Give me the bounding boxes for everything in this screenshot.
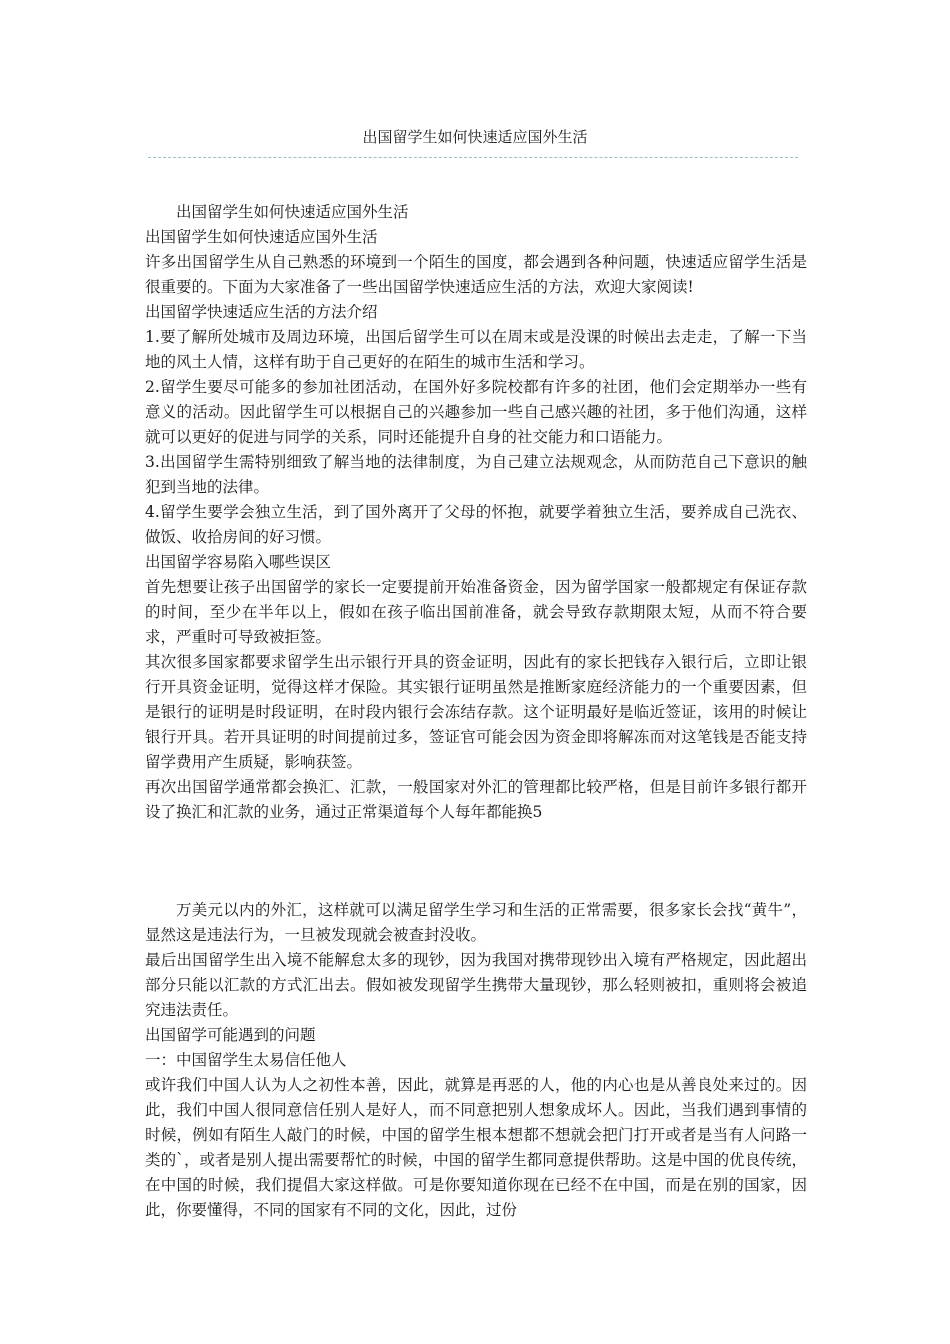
intro-paragraph: 许多出国留学生从自己熟悉的环境到一个陌生的国度，都会遇到各种问题，快速适应留学生活是很重要的。下面为大家准备了一些出国留学快速适应生活的方法，欢迎大家阅读!	[145, 253, 807, 296]
method-item-3: 3.出国留学生需特别细致了解当地的法律制度，为自己建立法规观念，从而防范自己下意识的触犯到当地的法律。	[145, 453, 807, 496]
body-section-2	[145, 898, 807, 1223]
header-title: 出国留学生如何快速适应国外生活	[362, 128, 588, 146]
section-heading-pitfalls: 出国留学容易陷入哪些误区	[145, 553, 332, 571]
pitfall-paragraph-2: 其次很多国家都要求留学生出示银行开具的资金证明，因此有的家长把钱存入银行后，立即让银行开具资金证明，觉得这样才保险。其实银行证明虽然是推断家庭经济能力的一个重要因素，但是银行的证明是时段证明，在时段内银行会冻结存款。这个证明最好是临近签证，该用的时候让银行开具。若开具证明的时间提前过多，签证官可能会因为资金即将解冻而对这笔钱是否能支持留学费用产生质疑，影响获签。	[145, 653, 807, 771]
doc-title: 出国留学生如何快速适应国外生活	[176, 203, 409, 221]
subtitle: 出国留学生如何快速适应国外生活	[145, 228, 378, 246]
continued-paragraph: 万美元以内的外汇，这样就可以满足留学生学习和生活的正常需要，很多家长会找“黄牛”，显然这是违法行为，一旦被发现就会被查封没收。	[145, 901, 807, 944]
section-heading-methods: 出国留学快速适应生活的方法介绍	[145, 303, 378, 321]
method-item-2: 2.留学生要尽可能多的参加社团活动，在国外好多院校都有许多的社团，他们会定期举办一些有意义的活动。因此留学生可以根据自己的兴趣参加一些自己感兴趣的社团，多于他们沟通，这样就可以更好的促进与同学的关系，同时还能提升自身的社交能力和口语能力。	[145, 378, 807, 446]
document-header	[0, 127, 950, 147]
problem-heading-1: 一：中国留学生太易信任他人	[145, 1051, 347, 1069]
method-item-4: 4.留学生要学会独立生活，到了国外离开了父母的怀抱，就要学着独立生活，要养成自己洗衣、做饭、收拾房间的好习惯。	[145, 503, 807, 546]
body-section-1	[145, 200, 807, 825]
method-item-1: 1.要了解所处城市及周边环境，出国后留学生可以在周末或是没课的时候出去走走，了解一下当地的风土人情，这样有助于自己更好的在陌生的城市生活和学习。	[145, 328, 807, 371]
pitfall-paragraph-3: 再次出国留学通常都会换汇、汇款，一般国家对外汇的管理都比较严格，但是目前许多银行都开设了换汇和汇款的业务，通过正常渠道每个人每年都能换5	[145, 778, 807, 821]
problem-paragraph-1: 或许我们中国人认为人之初性本善，因此，就算是再恶的人，他的内心也是从善良处来过的。因此，我们中国人很同意信任别人是好人，而不同意把别人想象成坏人。因此，当我们遇到事情的时候，例如有陌生人敲门的时候，中国的留学生根本想都不想就会把门打开或者是当有人问路一类的`，或者是别人提出需要帮忙的时候，中国的留学生都同意提供帮助。这是中国的优良传统，在中国的时候，我们提倡大家这样做。可是你要知道你现在已经不在中国，而是在别的国家，因此，你要懂得，不同的国家有不同的文化，因此，过份	[145, 1076, 807, 1219]
pitfall-paragraph-4: 最后出国留学生出入境不能解怠太多的现钞，因为我国对携带现钞出入境有严格规定，因此超出部分只能以汇款的方式汇出去。假如被发现留学生携带大量现钞，那么轻则被扣，重则将会被追究违法责任。	[145, 951, 807, 1019]
pitfall-paragraph-1: 首先想要让孩子出国留学的家长一定要提前开始准备资金，因为留学国家一般都规定有保证存款的时间，至少在半年以上，假如在孩子临出国前准备，就会导致存款期限太短，从而不符合要求，严重时可导致被拒签。	[145, 578, 807, 646]
header-divider	[148, 157, 798, 158]
section-heading-problems: 出国留学可能遇到的问题	[145, 1026, 316, 1044]
